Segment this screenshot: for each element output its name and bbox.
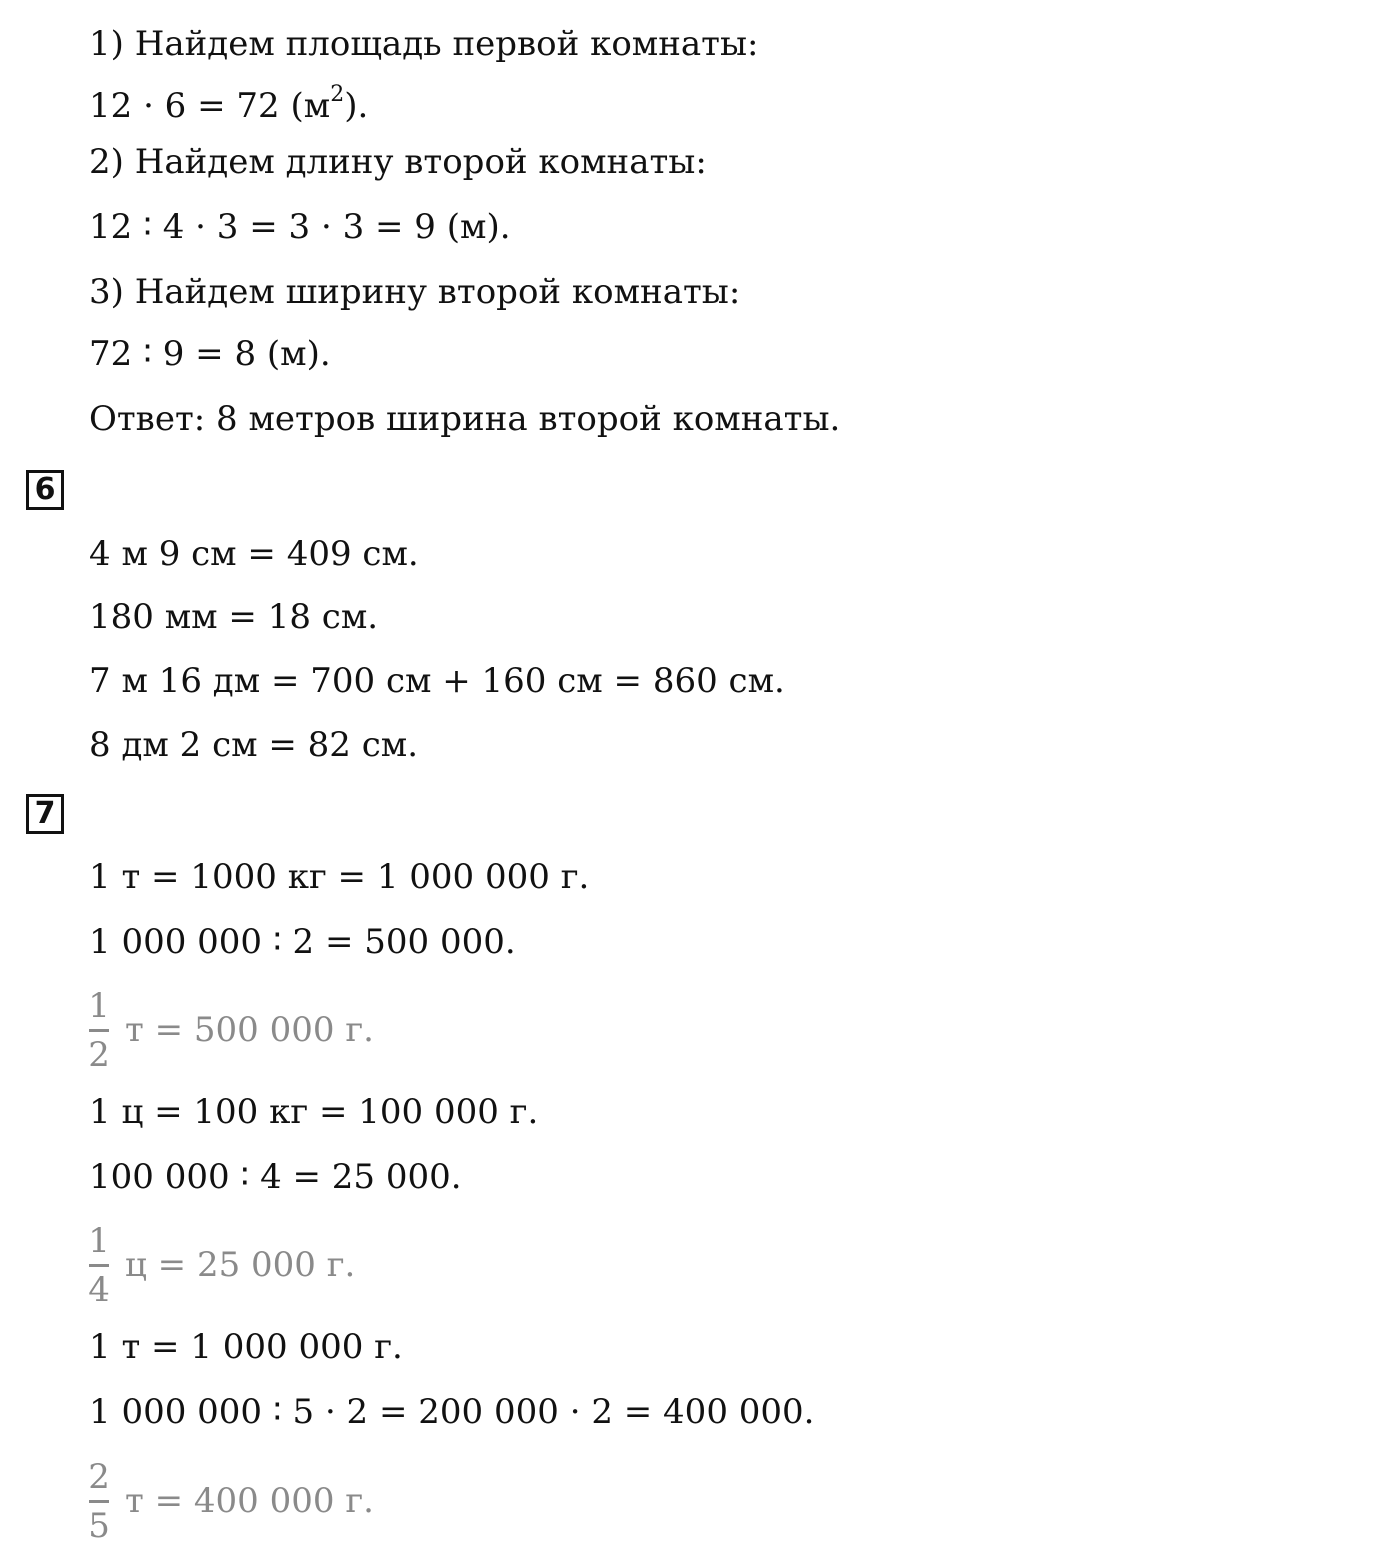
- problem-7-fraction-2: [89, 1217, 355, 1313]
- fraction-numerator: 1: [88, 1220, 110, 1261]
- problem-6-line-4: 8 дм 2 см = 82 см.: [89, 725, 419, 765]
- fraction-denominator: 4: [88, 1269, 110, 1310]
- problem-7-line-5: 1 т = 1 000 000 г.: [89, 1327, 403, 1367]
- fraction-numerator: 2: [88, 1456, 110, 1497]
- fraction-2-rest: ц = 25 000 г.: [125, 1245, 356, 1285]
- fraction-numerator: 1: [88, 985, 110, 1026]
- fraction-bar: [89, 1264, 109, 1267]
- fraction-2-quarter: [89, 1221, 109, 1310]
- fraction-denominator: 5: [88, 1505, 110, 1546]
- problem-6-line-3: 7 м 16 дм = 700 см + 160 см = 860 см.: [89, 661, 785, 701]
- calc-1-main: 12 · 6 = 72 (м: [89, 86, 331, 126]
- problem-7-number: 7: [26, 794, 64, 834]
- problem-7-line-6: 1 000 000 ∶ 5 · 2 = 200 000 · 2 = 400 000.: [89, 1392, 815, 1432]
- fraction-3-rest: т = 400 000 г.: [125, 1481, 374, 1521]
- calc-1-superscript: 2: [330, 81, 345, 107]
- step-2-text: 2) Найдем длину второй комнаты:: [89, 142, 707, 182]
- calc-3-text: 72 ∶ 9 = 8 (м).: [89, 334, 331, 374]
- fraction-1-half: [89, 986, 109, 1075]
- step-3-text: 3) Найдем ширину второй комнаты:: [89, 272, 741, 312]
- calc-1-end: ).: [344, 86, 369, 126]
- problem-6-number: 6: [26, 470, 64, 510]
- calc-1-text: [89, 81, 369, 126]
- problem-7-fraction-3: [89, 1453, 374, 1549]
- fraction-bar: [89, 1500, 109, 1503]
- problem-7-line-2: 1 000 000 ∶ 2 = 500 000.: [89, 922, 516, 962]
- problem-7-line-4: 100 000 ∶ 4 = 25 000.: [89, 1157, 462, 1197]
- problem-6-line-1: 4 м 9 см = 409 см.: [89, 534, 419, 574]
- answer-text: Ответ: 8 метров ширина второй комнаты.: [89, 399, 841, 439]
- step-1-text: 1) Найдем площадь первой комнаты:: [89, 24, 759, 64]
- fraction-bar: [89, 1029, 109, 1032]
- problem-7-line-1: 1 т = 1000 кг = 1 000 000 г.: [89, 857, 590, 897]
- fraction-3-two-fifths: [89, 1457, 109, 1546]
- fraction-1-rest: т = 500 000 г.: [125, 1010, 374, 1050]
- problem-7-line-3: 1 ц = 100 кг = 100 000 г.: [89, 1092, 539, 1132]
- problem-7-fraction-1: [89, 982, 374, 1078]
- fraction-denominator: 2: [88, 1034, 110, 1075]
- problem-6-line-2: 180 мм = 18 см.: [89, 597, 379, 637]
- calc-2-text: 12 ∶ 4 · 3 = 3 · 3 = 9 (м).: [89, 207, 511, 247]
